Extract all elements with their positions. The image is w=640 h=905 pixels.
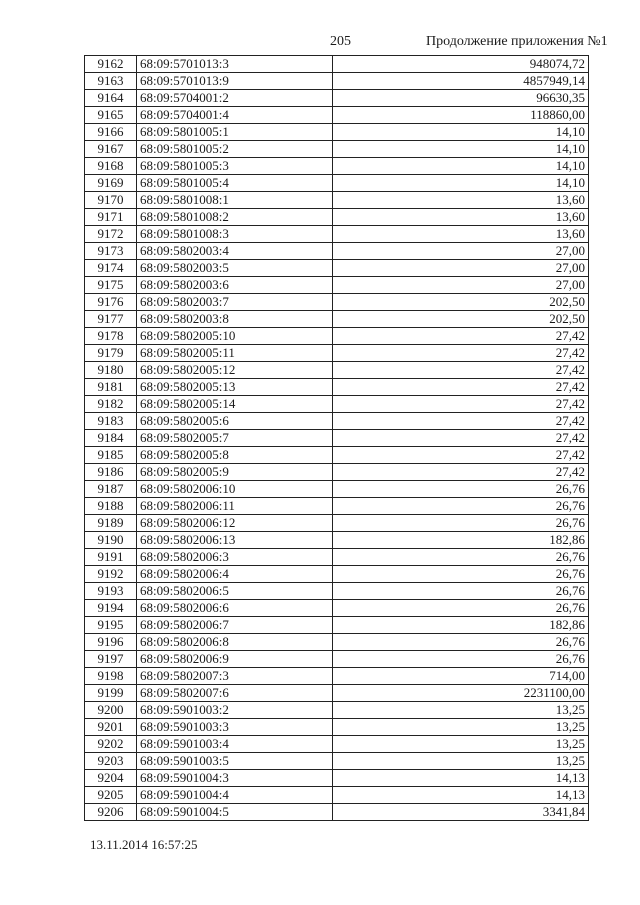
table-row [85,73,589,90]
cadastral-value: 202,50 [333,311,589,328]
table-row [85,702,589,719]
cadastral-number: 68:09:5802005:11 [137,345,333,362]
cadastral-value: 27,42 [333,464,589,481]
row-number: 9178 [85,328,137,345]
cadastral-value: 26,76 [333,651,589,668]
row-number: 9197 [85,651,137,668]
cadastral-number: 68:09:5802006:12 [137,515,333,532]
cadastral-value: 26,76 [333,498,589,515]
row-number: 9206 [85,804,137,821]
row-number: 9203 [85,753,137,770]
cadastral-table [84,55,589,821]
cadastral-value: 27,42 [333,328,589,345]
cadastral-value: 27,00 [333,277,589,294]
table-row [85,651,589,668]
row-number: 9184 [85,430,137,447]
row-number: 9163 [85,73,137,90]
cadastral-value: 2231100,00 [333,685,589,702]
row-number: 9173 [85,243,137,260]
row-number: 9186 [85,464,137,481]
cadastral-number: 68:09:5802003:4 [137,243,333,260]
cadastral-number: 68:09:5901003:3 [137,719,333,736]
table-row [85,481,589,498]
cadastral-number: 68:09:5802005:10 [137,328,333,345]
cadastral-value: 118860,00 [333,107,589,124]
table-row [85,430,589,447]
cadastral-number: 68:09:5802005:8 [137,447,333,464]
cadastral-value: 13,60 [333,226,589,243]
cadastral-number: 68:09:5901003:2 [137,702,333,719]
row-number: 9176 [85,294,137,311]
cadastral-number: 68:09:5901004:4 [137,787,333,804]
cadastral-number: 68:09:5802003:7 [137,294,333,311]
cadastral-number: 68:09:5802003:6 [137,277,333,294]
cadastral-number: 68:09:5802006:9 [137,651,333,668]
table-row [85,787,589,804]
cadastral-number: 68:09:5802006:5 [137,583,333,600]
table-row [85,532,589,549]
row-number: 9167 [85,141,137,158]
cadastral-number: 68:09:5802003:5 [137,260,333,277]
cadastral-value: 26,76 [333,515,589,532]
row-number: 9177 [85,311,137,328]
cadastral-value: 13,60 [333,192,589,209]
cadastral-number: 68:09:5701013:3 [137,56,333,73]
cadastral-number: 68:09:5802007:3 [137,668,333,685]
cadastral-value: 14,10 [333,124,589,141]
cadastral-value: 14,10 [333,175,589,192]
cadastral-value: 26,76 [333,634,589,651]
table-row [85,294,589,311]
row-number: 9180 [85,362,137,379]
row-number: 9166 [85,124,137,141]
row-number: 9181 [85,379,137,396]
cadastral-number: 68:09:5802006:11 [137,498,333,515]
table-row [85,56,589,73]
cadastral-value: 26,76 [333,549,589,566]
cadastral-number: 68:09:5901003:4 [137,736,333,753]
row-number: 9183 [85,413,137,430]
cadastral-value: 13,25 [333,736,589,753]
table-row [85,124,589,141]
row-number: 9195 [85,617,137,634]
cadastral-number: 68:09:5802005:9 [137,464,333,481]
cadastral-number: 68:09:5802006:4 [137,566,333,583]
cadastral-number: 68:09:5802006:10 [137,481,333,498]
row-number: 9202 [85,736,137,753]
cadastral-value: 27,00 [333,243,589,260]
cadastral-value: 27,42 [333,345,589,362]
table-row [85,549,589,566]
table-row [85,260,589,277]
table-row [85,175,589,192]
row-number: 9169 [85,175,137,192]
row-number: 9175 [85,277,137,294]
row-number: 9190 [85,532,137,549]
cadastral-value: 948074,72 [333,56,589,73]
row-number: 9171 [85,209,137,226]
row-number: 9165 [85,107,137,124]
cadastral-number: 68:09:5701013:9 [137,73,333,90]
cadastral-value: 27,42 [333,447,589,464]
cadastral-number: 68:09:5802005:13 [137,379,333,396]
cadastral-value: 27,42 [333,362,589,379]
cadastral-number: 68:09:5801008:1 [137,192,333,209]
table-body [85,56,589,821]
row-number: 9191 [85,549,137,566]
row-number: 9187 [85,481,137,498]
row-number: 9185 [85,447,137,464]
row-number: 9192 [85,566,137,583]
cadastral-value: 96630,35 [333,90,589,107]
row-number: 9199 [85,685,137,702]
row-number: 9179 [85,345,137,362]
table-row [85,413,589,430]
cadastral-number: 68:09:5802006:8 [137,634,333,651]
row-number: 9198 [85,668,137,685]
row-number: 9201 [85,719,137,736]
cadastral-value: 27,42 [333,413,589,430]
cadastral-value: 13,60 [333,209,589,226]
row-number: 9194 [85,600,137,617]
row-number: 9204 [85,770,137,787]
cadastral-value: 27,42 [333,430,589,447]
cadastral-value: 27,00 [333,260,589,277]
cadastral-value: 13,25 [333,719,589,736]
cadastral-number: 68:09:5801005:3 [137,158,333,175]
row-number: 9205 [85,787,137,804]
row-number: 9164 [85,90,137,107]
table-row [85,498,589,515]
print-timestamp: 13.11.2014 16:57:25 [90,837,198,852]
cadastral-number: 68:09:5802005:7 [137,430,333,447]
table-row [85,107,589,124]
cadastral-value: 13,25 [333,753,589,770]
table-row [85,719,589,736]
cadastral-value: 182,86 [333,617,589,634]
cadastral-value: 26,76 [333,481,589,498]
table-row [85,192,589,209]
table-row [85,90,589,107]
cadastral-number: 68:09:5802006:13 [137,532,333,549]
cadastral-number: 68:09:5901004:5 [137,804,333,821]
table-row [85,583,589,600]
cadastral-value: 14,10 [333,141,589,158]
cadastral-value: 14,13 [333,787,589,804]
table-row [85,311,589,328]
table-row [85,617,589,634]
cadastral-value: 202,50 [333,294,589,311]
cadastral-number: 68:09:5802005:6 [137,413,333,430]
cadastral-value: 13,25 [333,702,589,719]
cadastral-number: 68:09:5704001:4 [137,107,333,124]
cadastral-table-container [84,55,588,821]
table-row [85,158,589,175]
row-number: 9193 [85,583,137,600]
cadastral-value: 14,10 [333,158,589,175]
cadastral-number: 68:09:5801005:1 [137,124,333,141]
table-row [85,464,589,481]
cadastral-value: 26,76 [333,600,589,617]
cadastral-number: 68:09:5802003:8 [137,311,333,328]
cadastral-number: 68:09:5802006:3 [137,549,333,566]
table-row [85,379,589,396]
table-row [85,396,589,413]
table-row [85,515,589,532]
cadastral-number: 68:09:5901003:5 [137,753,333,770]
table-row [85,753,589,770]
cadastral-value: 4857949,14 [333,73,589,90]
table-row [85,362,589,379]
cadastral-value: 14,13 [333,770,589,787]
cadastral-value: 27,42 [333,379,589,396]
table-row [85,668,589,685]
table-row [85,685,589,702]
table-row [85,600,589,617]
row-number: 9189 [85,515,137,532]
cadastral-number: 68:09:5802005:12 [137,362,333,379]
page-number: 205 [330,34,351,49]
cadastral-value: 714,00 [333,668,589,685]
row-number: 9188 [85,498,137,515]
cadastral-value: 182,86 [333,532,589,549]
row-number: 9162 [85,56,137,73]
cadastral-number: 68:09:5802006:7 [137,617,333,634]
cadastral-number: 68:09:5802007:6 [137,685,333,702]
row-number: 9172 [85,226,137,243]
cadastral-number: 68:09:5801005:2 [137,141,333,158]
row-number: 9174 [85,260,137,277]
cadastral-number: 68:09:5801008:3 [137,226,333,243]
row-number: 9196 [85,634,137,651]
table-row [85,634,589,651]
table-row [85,804,589,821]
continuation-title: Продолжение приложения №1 [426,34,608,49]
table-row [85,209,589,226]
table-row [85,736,589,753]
row-number: 9182 [85,396,137,413]
table-row [85,226,589,243]
table-row [85,243,589,260]
cadastral-value: 26,76 [333,583,589,600]
cadastral-number: 68:09:5704001:2 [137,90,333,107]
table-row [85,566,589,583]
row-number: 9200 [85,702,137,719]
table-row [85,328,589,345]
cadastral-value: 26,76 [333,566,589,583]
row-number: 9170 [85,192,137,209]
cadastral-value: 27,42 [333,396,589,413]
cadastral-number: 68:09:5802006:6 [137,600,333,617]
table-row [85,141,589,158]
row-number: 9168 [85,158,137,175]
table-row [85,447,589,464]
cadastral-number: 68:09:5802005:14 [137,396,333,413]
table-row [85,277,589,294]
cadastral-number: 68:09:5801005:4 [137,175,333,192]
cadastral-number: 68:09:5901004:3 [137,770,333,787]
cadastral-number: 68:09:5801008:2 [137,209,333,226]
table-row [85,770,589,787]
cadastral-value: 3341,84 [333,804,589,821]
table-row [85,345,589,362]
